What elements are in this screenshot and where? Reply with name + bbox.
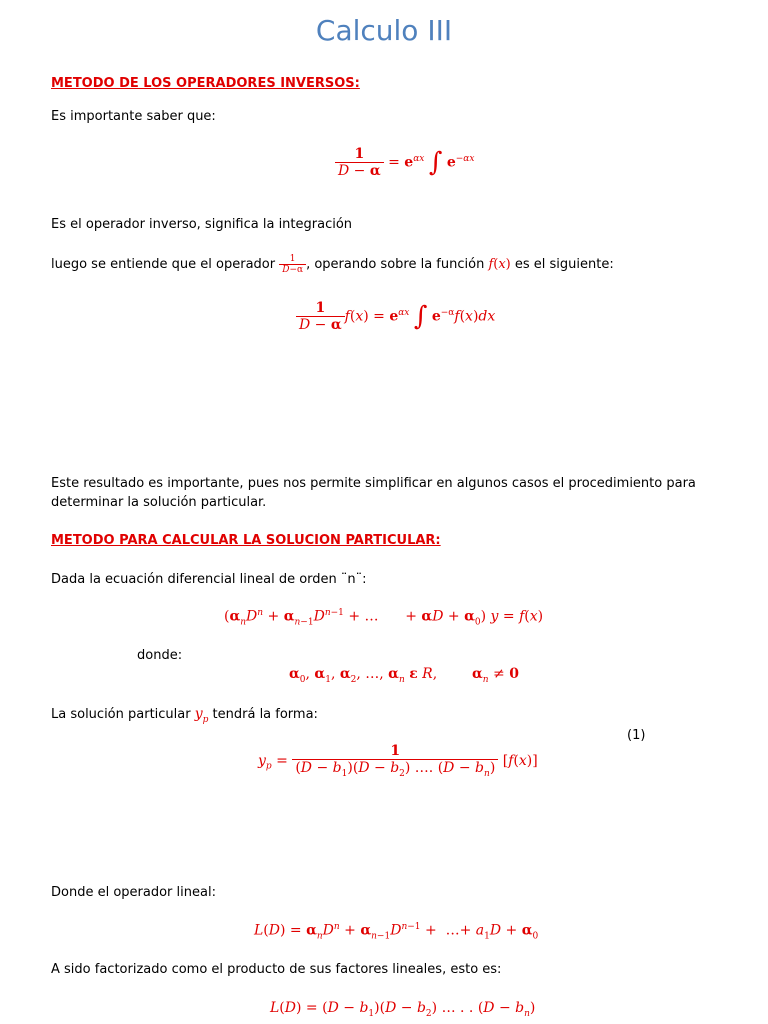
inline-operator-fraction: $\frac{1}{D-\alpha}$ — [279, 254, 306, 275]
paragraph-particular-solution-form — [51, 706, 318, 725]
paragraph-linear-operator: Donde el operador lineal: — [51, 885, 216, 900]
paragraph-important: Es importante saber que: — [51, 109, 216, 124]
equation-inverse-operator: $\frac{1}{D - \alpha}$ = $e^{\alpha x}$ ∫ $e^{-\alpha x}$ — [335, 146, 474, 179]
section-heading-inverse-operators: METODO DE LOS OPERADORES INVERSOS: — [51, 76, 360, 91]
equation-coefficients: $\alpha_0$, $\alpha_1$, $\alpha_2$, …, $\alpha_n$ ε R, — [289, 666, 438, 685]
equation-linear-operator: $L(D) = \alpha_nD^n + \alpha_{n-1}D^{n-1}$ + …+ $a_1D + \alpha_0$ — [254, 922, 539, 942]
equation-factorized-operator: $L(D) = (D - b_1)(D - b_2)$ … . . $(D - b_n)$ — [270, 1000, 536, 1019]
equation-number: (1) — [627, 728, 646, 743]
text-fragment: La solución particular — [51, 707, 195, 722]
equation-particular-solution: $y_p$ = $\frac{1}{(D - b_1)(D - b_2) \dots. (D - b_n)}$ [f(x)] — [258, 743, 538, 779]
text-fragment: es el siguiente: — [510, 257, 614, 272]
text-fragment: , operando sobre la función — [306, 257, 489, 272]
section-heading-particular-solution: METODO PARA CALCULAR LA SOLUCION PARTICULAR: — [51, 533, 441, 548]
equation-operator-applied: $\frac{1}{D - \alpha}$ $f(x) = e^{\alpha x}$ ∫ $e^{-\alpha}f(x)dx$ — [296, 300, 495, 333]
equation-coefficient-nonzero: $\alpha_n \ne 0$ — [472, 666, 519, 685]
text-fragment: luego se entiende que el operador — [51, 257, 280, 272]
paragraph-differential-equation: Dada la ecuación diferencial lineal de orden ¨n¨: — [51, 572, 367, 587]
inline-yp: $y_p$ — [194, 706, 209, 725]
text-fragment: tendrá la forma: — [208, 707, 318, 722]
inline-function: f(x) — [488, 257, 511, 272]
page-title: Calculo III — [315, 14, 453, 47]
paragraph-result-line1: Este resultado es importante, pues nos permite simplificar en algunos casos el procedimiento para — [51, 476, 696, 491]
paragraph-operator-on-function — [51, 254, 614, 275]
paragraph-factorized: A sido factorizado como el producto de sus factores lineales, esto es: — [51, 962, 502, 977]
label-donde: donde: — [137, 648, 183, 663]
paragraph-result-line2: determinar la solución particular. — [51, 495, 267, 510]
paragraph-integration: Es el operador inverso, significa la integración — [51, 217, 353, 232]
equation-linear-ode: ($\alpha_nD^n + \alpha_{n-1}D^{n-1}$ + … + $\alpha D + \alpha_0$) y = f(x) — [224, 608, 544, 628]
